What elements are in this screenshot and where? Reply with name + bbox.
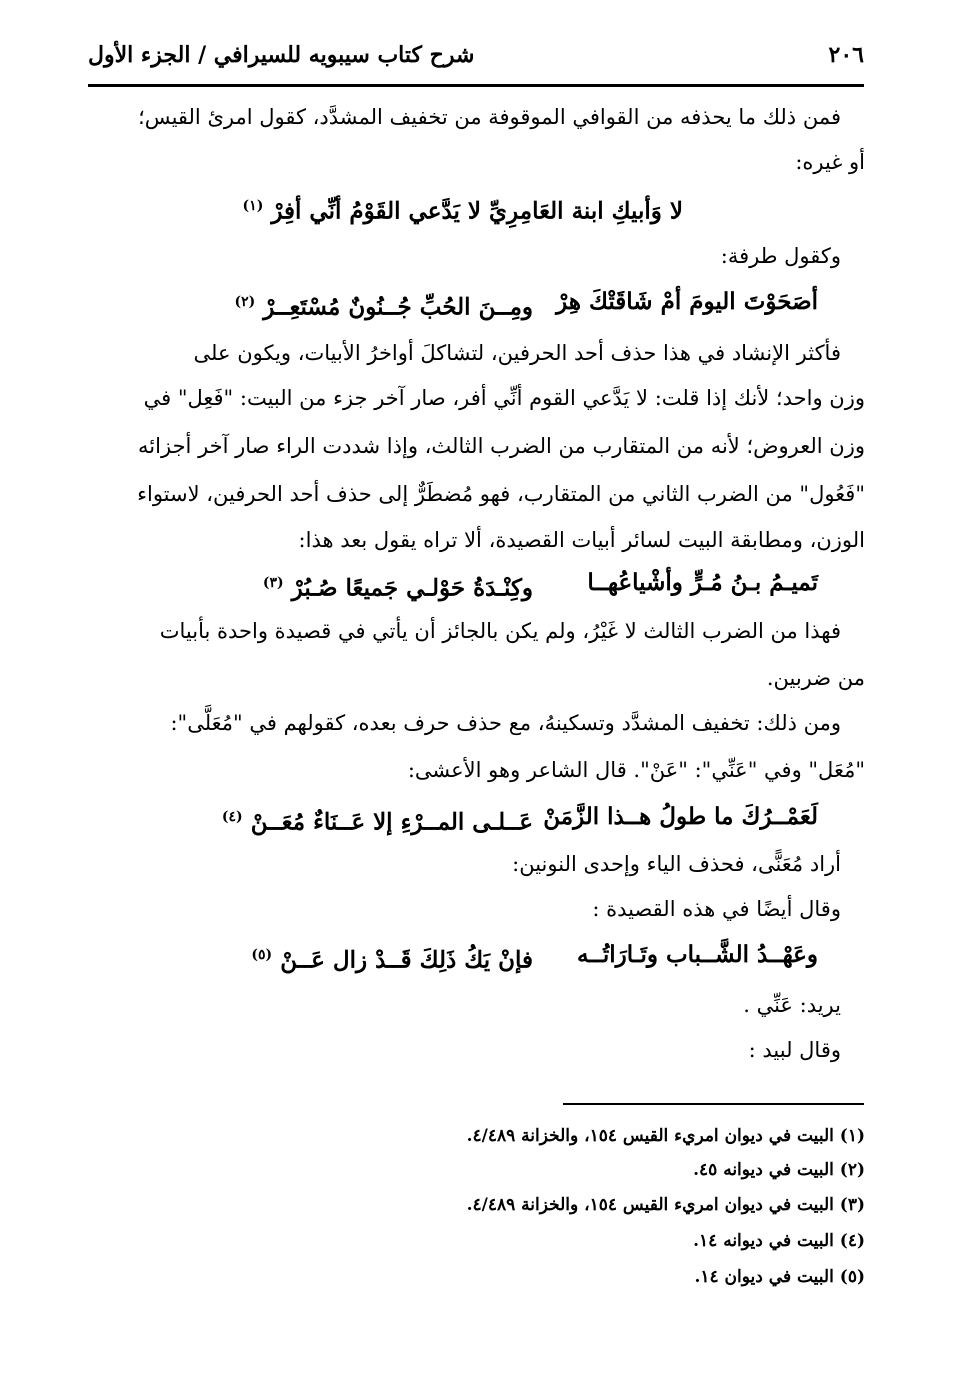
text-line: أو غيره:: [795, 150, 865, 174]
footnote-2: (٢) البيت في ديوانه ٤٥.: [693, 1160, 865, 1180]
text-line: فأكثر الإنشاد في هذا حذف أحد الحرفين، لتشاكلَ أواخرُ الأبيات، ويكون على: [193, 341, 841, 365]
text-line: وقال لبيد :: [748, 1038, 841, 1062]
verse-text: لا وَأبيكِ ابنة العَامِرِيِّ لا يَدَّعي القَوْمُ أنِّي أفِرْ: [271, 197, 683, 225]
verse-text: فإنْ يَكُ ذَلِكَ قَــدْ زال عَــنْ: [280, 946, 533, 974]
footnote-4: (٤) البيت في ديوانه ١٤.: [693, 1231, 865, 1251]
page-header: [88, 30, 864, 80]
verse-4-first-hemistich: لَعَمْــرُكَ ما طولُ هــذا الزَّمَنْ: [543, 803, 818, 830]
verse-text: ومِــنَ الحُبِّ جُــنُونٌ مُسْتَعِــرْ: [263, 293, 533, 321]
verse-2-first-hemistich: أصَحَوْتَ اليومَ أمْ شَاقَتْكَ هِرْ: [556, 288, 818, 315]
verse-5-first-hemistich: وعَهْــدُ الشَّــباب وتَـارَاتُــه: [577, 941, 818, 968]
text-line: وكقول طرفة:: [720, 244, 841, 268]
footnote-ref: (٢): [234, 294, 256, 310]
footnote-5: (٥) البيت في ديوان ١٤.: [694, 1267, 865, 1287]
text-line: أراد مُعَنًّى، فحذف الياء وإحدى النونين:: [512, 852, 841, 876]
footnote-separator: [563, 1103, 864, 1105]
verse-4-second-hemistich: [222, 797, 533, 843]
footnote-ref: (٣): [262, 575, 284, 591]
text-line: "مُعَل" وفي "عَنِّي": "عَنْ". قال الشاعر وهو الأعشى:: [407, 758, 865, 782]
text-line: وزن العروض؛ لأنه من المتقارب من الضرب الثالث، وإذا شددت الراء صار آخر أجزائه: [138, 434, 865, 458]
footnote-3: (٣) البيت في ديوان امريء القيس ١٥٤، والخزانة ٤/٤٨٩.: [466, 1195, 865, 1215]
footnote-ref: (٤): [221, 809, 243, 825]
running-title: شرح كتاب سيبويه للسيرافي / الجزء الأول: [88, 42, 475, 68]
text-line: يريد: عَنِّي .: [743, 993, 841, 1017]
header-rule: [88, 84, 864, 87]
text-line: فمن ذلك ما يحذفه من القوافي الموقوفة من تخفيف المشدَّد، كقول امرئ القيس؛: [138, 105, 841, 129]
verse-text: عَــلـى المــرْءِ إلا عَــنَاءٌ مُعَــنْ: [250, 808, 533, 836]
verse-3-second-hemistich: [263, 563, 533, 609]
footnote-ref: (٥): [251, 947, 273, 963]
verse-3-first-hemistich: تَميـمُ بـنُ مُـرٍّ وأشْياعُهــا: [587, 569, 818, 596]
footnote-1: (١) البيت في ديوان امريء القيس ١٥٤، والخزانة ٤/٤٨٩.: [466, 1126, 865, 1146]
footnote-ref: (١): [242, 198, 264, 214]
text-line: وقال أيضًا في هذه القصيدة :: [592, 897, 841, 921]
text-line: "فَعُول" من الضرب الثاني من المتقارب، فهو مُضطَرٌّ إلى حذف أحد الحرفين، لاستواء: [137, 482, 865, 506]
text-line: من ضربين.: [766, 666, 865, 690]
verse-text: وكِنْـدَةُ حَوْلـي جَميعًا صُـبُرْ: [291, 574, 533, 602]
text-line: الوزن، ومطابقة البيت لسائر أبيات القصيدة، ألا تراه يقول بعد هذا:: [298, 528, 865, 552]
text-line: فهذا من الضرب الثالث لا غَيْرُ، ولم يكن بالجائز أن يأتي في قصيدة واحدة بأبيات: [159, 619, 841, 643]
text-line: وزن واحد؛ لأنك إذا قلت: لا يَدَّعي القوم أنِّي أفر، صار آخر جزء من البيت: "فَعِل" في: [143, 386, 865, 410]
page-number: ٢٠٦: [828, 42, 864, 68]
verse-1: [243, 186, 683, 232]
text-line: ومن ذلك: تخفيف المشدَّد وتسكينهُ، مع حذف حرف بعده، كقولهم في "مُعَلَّى":: [170, 711, 841, 735]
verse-2-second-hemistich: [234, 282, 533, 328]
verse-5-second-hemistich: [251, 935, 533, 981]
